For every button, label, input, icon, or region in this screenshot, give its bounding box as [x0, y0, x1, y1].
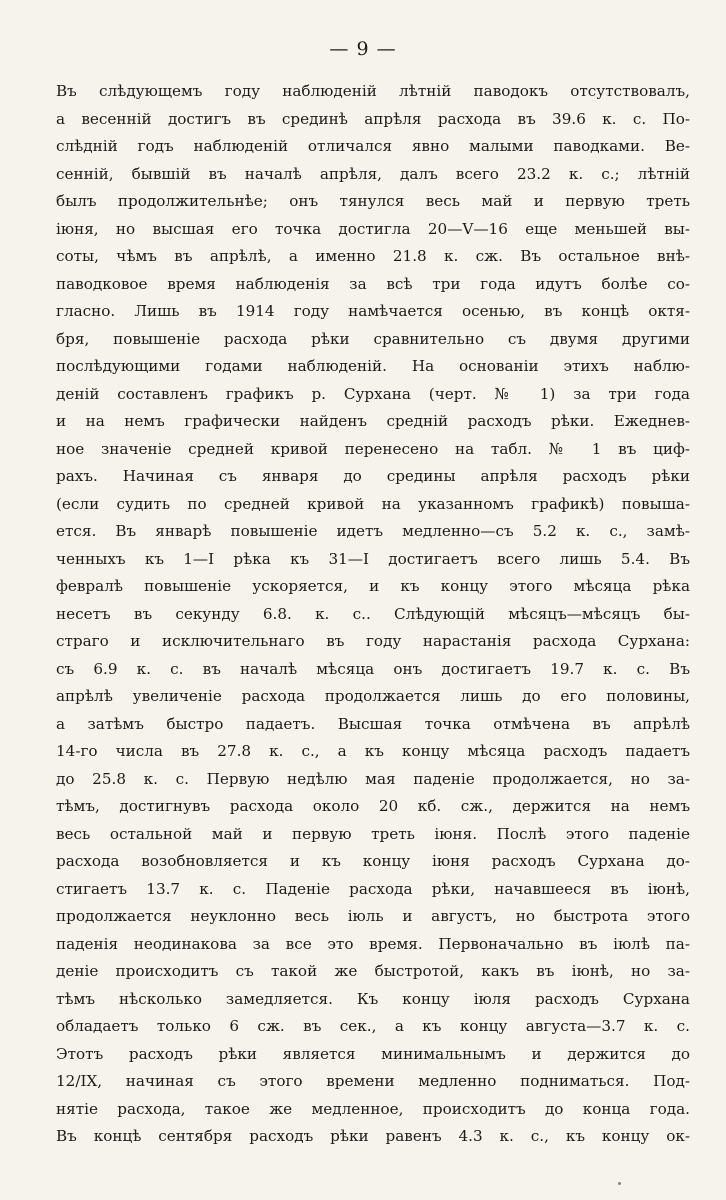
text-line: ется. Въ январѣ повышеніе идетъ медленно—съ 5.2 к. с., замѣ-	[56, 522, 690, 540]
text-line: а весенній достигъ въ срединѣ апрѣля расхода въ 39.6 к. с. По-	[56, 109, 690, 128]
text-line: весь остальной май и первую треть іюня. Послѣ этого паденіе	[56, 824, 690, 843]
text-line: продолжается неуклонно весь іюль и августъ, но быстрота этого	[56, 907, 690, 925]
text-line: апрѣлѣ увеличеніе расхода продолжается лишь до его половины,	[56, 687, 690, 705]
text-line: ное значеніе средней кривой перенесено на табл. № 1 въ циф-	[56, 439, 690, 458]
text-line: страго и исключительнаго въ году нарастанія расхода Сурхана:	[56, 632, 690, 650]
text-line: рахъ. Начиная съ января до средины апрѣля расходъ рѣки	[56, 467, 690, 485]
text-line: обладаетъ только 6 сж. въ сек., а къ концу августа—3.7 к. с.	[56, 1017, 690, 1035]
text-line: и на немъ графически найденъ средній расходъ рѣки. Ежеднев-	[56, 412, 690, 430]
body-text	[56, 78, 690, 1151]
text-line: февралѣ повышеніе ускоряется, и къ концу этого мѣсяца рѣка	[56, 577, 690, 595]
text-line: 14-го числа въ 27.8 к. с., а къ концу мѣсяца расходъ падаетъ	[56, 742, 690, 760]
text-line: гласно. Лишь въ 1914 году намѣчается осенью, въ концѣ октя-	[56, 302, 690, 320]
text-line: сенній, бывшій въ началѣ апрѣля, далъ всего 23.2 к. с.; лѣтній	[56, 164, 690, 183]
text-line: несетъ въ секунду 6.8. к. с.. Слѣдующій мѣсяцъ—мѣсяцъ бы-	[56, 604, 690, 623]
text-line: а затѣмъ быстро падаетъ. Высшая точка отмѣчена въ апрѣлѣ	[56, 714, 690, 733]
text-line: (если судить по средней кривой на указанномъ графикѣ) повыша-	[56, 494, 690, 513]
text-line: Этотъ расходъ рѣки является минимальнымъ и держится до	[56, 1044, 690, 1063]
text-line: тѣмъ нѣсколько замедляется. Къ концу іюля расходъ Сурхана	[56, 989, 690, 1008]
text-line: съ 6.9 к. с. въ началѣ мѣсяца онъ достигаетъ 19.7 к. с. Въ	[56, 659, 690, 678]
text-line: бря, повышеніе расхода рѣки сравнительно съ двумя другими	[56, 329, 690, 348]
page-number: — 9 —	[329, 38, 397, 60]
text-line: ченныхъ къ 1—I рѣка къ 31—I достигаетъ всего лишь 5.4. Въ	[56, 549, 690, 568]
text-line: Въ концѣ сентября расходъ рѣки равенъ 4.3 к. с., къ концу ок-	[56, 1127, 690, 1145]
text-line: былъ продолжительнѣе; онъ тянулся весь май и первую треть	[56, 192, 690, 210]
text-line: послѣдующими годами наблюденій. На основаніи этихъ наблю-	[56, 357, 690, 375]
text-line: стигаетъ 13.7 к. с. Паденіе расхода рѣки, начавшееся въ іюнѣ,	[56, 879, 690, 898]
print-speck	[618, 1182, 621, 1185]
text-line: нятіе расхода, такое же медленное, происходитъ до конца года.	[56, 1099, 690, 1118]
text-line: Въ слѣдующемъ году наблюденій лѣтній паводокъ отсутствовалъ,	[56, 82, 690, 100]
text-line: тѣмъ, достигнувъ расхода около 20 кб. сж., держится на немъ	[56, 797, 690, 815]
text-line: расхода возобновляется и къ концу іюня расходъ Сурхана до-	[56, 852, 690, 870]
text-line: до 25.8 к. с. Первую недѣлю мая паденіе продолжается, но за-	[56, 769, 690, 788]
text-line: соты, чѣмъ въ апрѣлѣ, а именно 21.8 к. сж. Въ остальное внѣ-	[56, 247, 690, 265]
text-line: паденія неодинакова за все это время. Первоначально въ іюлѣ па-	[56, 934, 690, 953]
text-line: деній составленъ графикъ р. Сурхана (черт. № 1) за три года	[56, 384, 690, 403]
text-line: слѣдній годъ наблюденій отличался явно малыми паводками. Ве-	[56, 137, 690, 155]
text-line: деніе происходитъ съ такой же быстротой, какъ въ іюнѣ, но за-	[56, 962, 690, 980]
text-line: паводковое время наблюденія за всѣ три года идутъ болѣе со-	[56, 274, 690, 293]
text-line: 12/IX, начиная съ этого времени медленно подниматься. Под-	[56, 1072, 690, 1090]
text-line: іюня, но высшая его точка достигла 20—V—16 еще меньшей вы-	[56, 219, 690, 238]
